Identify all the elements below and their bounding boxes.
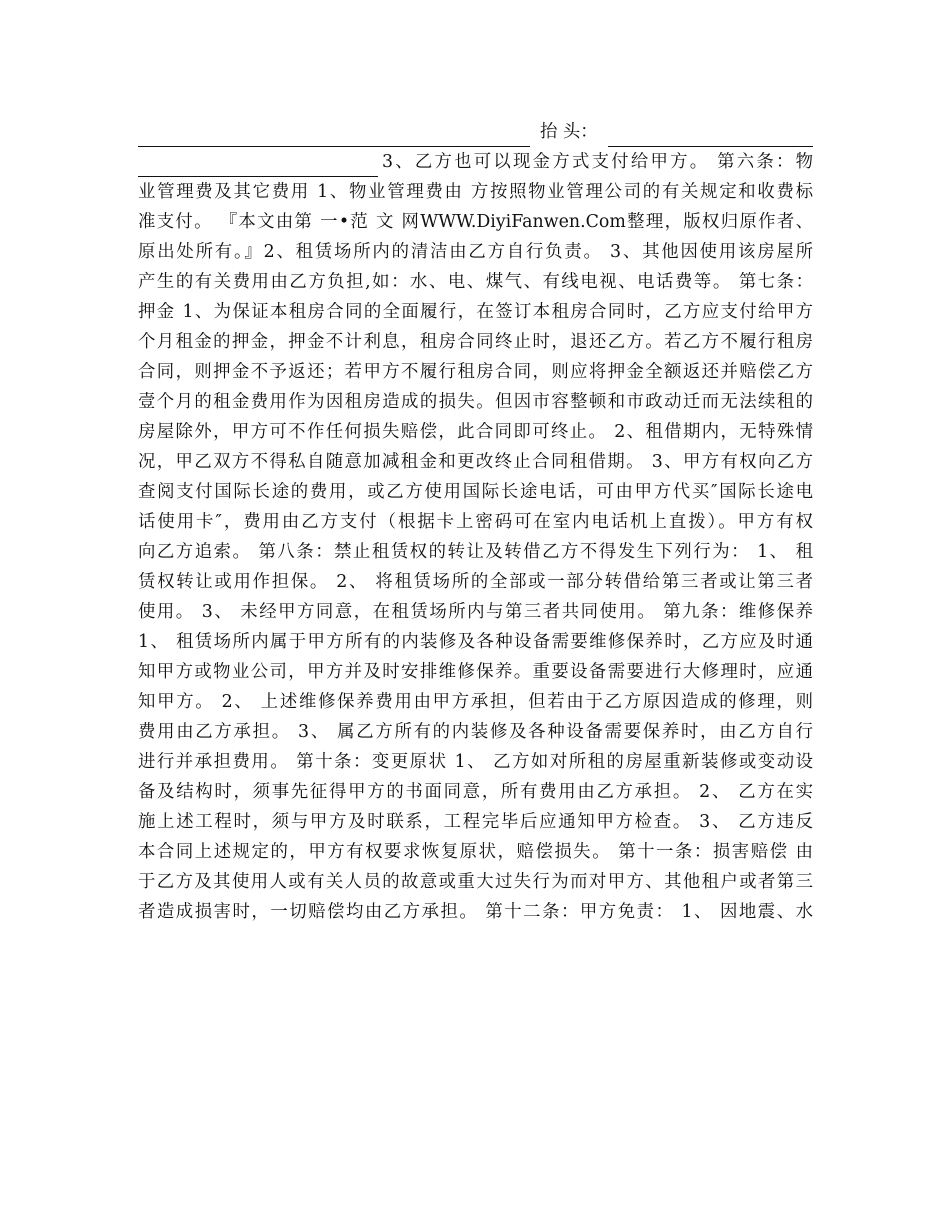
- body-line: 个月租金的押金，押金不计利息，租房合同终止时，退还乙方。若乙方不履行租房: [138, 332, 813, 352]
- body-line: 知甲方或物业公司，甲方并及时安排维修保养。重要设备需要进行大修理时，应通: [138, 662, 813, 682]
- body-line: 准支付。 『本文由第 一•范 文 网WWW.DiyiFanwen.Com整理，版权归原作者、: [138, 212, 813, 232]
- body-line: 话使用卡″，费用由乙方支付（根据卡上密码可在室内电话机上直拨）。甲方有权: [138, 512, 813, 532]
- document-body: [138, 117, 813, 927]
- blank-underline: [608, 128, 813, 147]
- body-line: 1、 租赁场所内属于甲方所有的内装修及各种设备需要维修保养时，乙方应及时通: [138, 632, 813, 652]
- body-line: 原出处所有。』2、租赁场所内的清洁由乙方自行负责。 3、其他因使用该房屋所: [138, 242, 813, 262]
- body-line: 知甲方。 2、 上述维修保养费用由甲方承担，但若由于乙方原因造成的修理，则: [138, 692, 813, 712]
- body-line: 产生的有关费用由乙方负担,如：水、电、煤气、有线电视、电话费等。 第七条：: [138, 272, 813, 292]
- body-line: 业管理费及其它费用 1、物业管理费由 方按照物业管理公司的有关规定和收费标: [138, 182, 813, 202]
- body-line: 于乙方及其使用人或有关人员的故意或重大过失行为而对甲方、其他租户或者第三: [138, 872, 813, 892]
- body-line: 本合同上述规定的，甲方有权要求恢复原状，赔偿损失。 第十一条：损害赔偿 由: [138, 842, 813, 862]
- body-line: 费用由乙方承担。 3、 属乙方所有的内装修及各种设备需要保养时，由乙方自行: [138, 722, 813, 742]
- body-line: 使用。 3、 未经甲方同意，在租赁场所内与第三者共同使用。 第九条：维修保养: [138, 602, 813, 622]
- body-line: 赁权转让或用作担保。 2、 将租赁场所的全部或一部分转借给第三者或让第三者: [138, 572, 813, 592]
- body-line: 况，甲乙双方不得私自随意加减租金和更改终止合同租借期。 3、甲方有权向乙方: [138, 452, 813, 472]
- body-line: 壹个月的租金费用作为因租房造成的损失。但因市容整顿和市政动迁而无法续租的: [138, 392, 813, 412]
- blank-underline: [138, 128, 530, 147]
- body-line: 进行并承担费用。 第十条：变更原状 1、 乙方如对所租的房屋重新装修或变动设: [138, 752, 813, 772]
- body-line: 备及结构时，须事先征得甲方的书面同意，所有费用由乙方承担。 2、 乙方在实: [138, 782, 813, 802]
- body-line: 查阅支付国际长途的费用，或乙方使用国际长途电话，可由甲方代买″国际长途电: [138, 482, 813, 502]
- header-label: 抬 头：: [540, 122, 598, 142]
- body-line: 施上述工程时，须与甲方及时联系，工程完毕后应通知甲方检查。 3、 乙方违反: [138, 812, 813, 832]
- blank-underline: [138, 158, 378, 177]
- body-line: 者造成损害时，一切赔偿均由乙方承担。 第十二条：甲方免责： 1、 因地震、水: [138, 902, 813, 922]
- body-line: 押金 1、为保证本租房合同的全面履行，在签订本租房合同时，乙方应支付给甲方: [138, 302, 813, 322]
- body-line: 房屋除外，甲方可不作任何损失赔偿，此合同即可终止。 2、租借期内，无特殊情: [138, 422, 813, 442]
- body-line: 合同，则押金不予返还；若甲方不履行租房合同，则应将押金全额返还并赔偿乙方: [138, 362, 813, 382]
- body-line: 向乙方追索。 第八条：禁止租赁权的转让及转借乙方不得发生下列行为： 1、 租: [138, 542, 813, 562]
- body-line-continuation: [138, 147, 813, 177]
- header-line: [138, 117, 813, 147]
- body-text: 3、乙方也可以现金方式支付给甲方。 第六条：物: [382, 152, 813, 172]
